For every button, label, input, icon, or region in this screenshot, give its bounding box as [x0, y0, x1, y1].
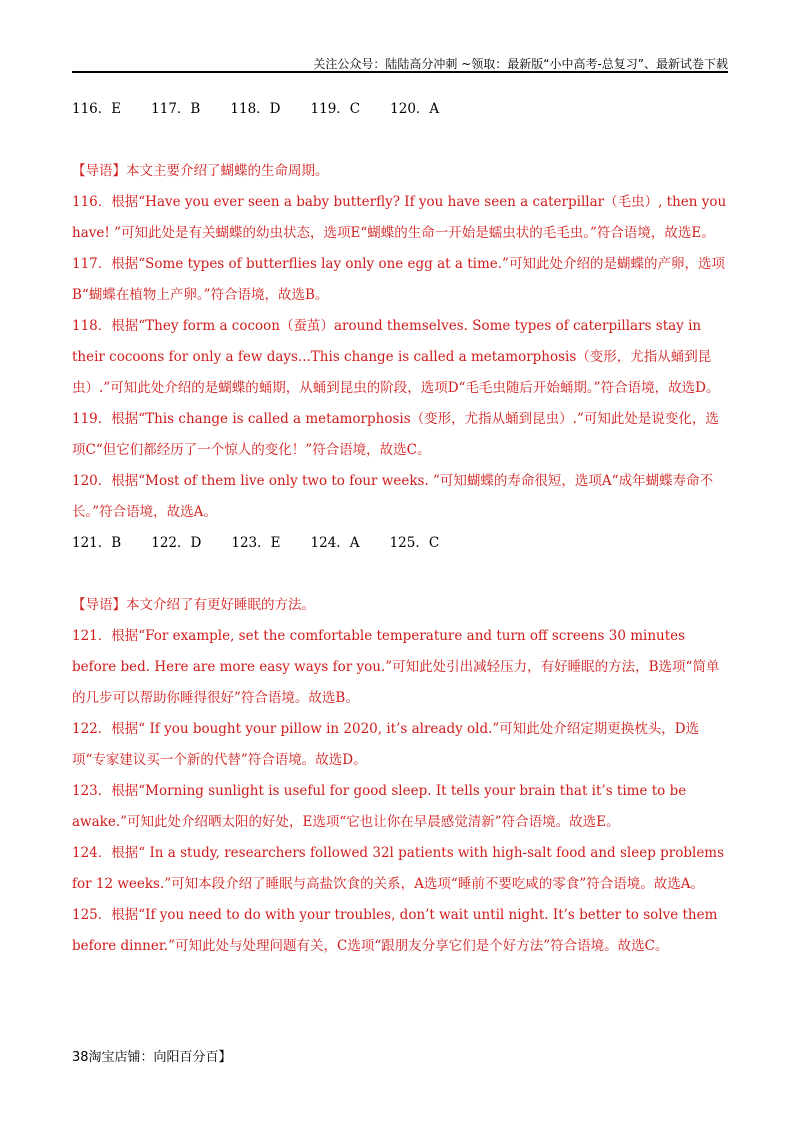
- header-rule: [72, 71, 728, 73]
- explanation-122: 122．根据“ If you bought your pillow in 2020, it’s already old.”可知此处介绍定期更换枕头，D选项“专家建议买一个新的代替”符合语境。故选D。: [72, 721, 700, 768]
- page-footer: 38淘宝店铺：向阳百分百】: [72, 1050, 232, 1065]
- intro-2: 【导语】本文介绍了有更好睡眠的方法。: [72, 597, 315, 613]
- explanation-124: 124．根据“ In a study, researchers followed 32l patients with high-salt food and sleep problems for 12 weeks.”可知本段介绍了睡眠与高盐饮食的关系，A选项“睡前不要吃咸的零食”符合语境。故选A。: [72, 845, 725, 892]
- explanation-125: 125．根据“If you need to do with your troubles, don’t wait until night. It’s better to solve them before dinner.”可知此处与处理问题有关，C选项“跟朋友分享它们是个好方法”符合语境。故选C。: [72, 907, 718, 954]
- page-header: 关注公众号：陆陆高分冲刺 ~领取：最新版“小中高考-总复习”、最新试卷下载: [313, 57, 728, 71]
- page-content: [72, 94, 728, 962]
- spacer: [72, 559, 728, 590]
- explanation-116: 116．根据“Have you ever seen a baby butterfly? If you have seen a caterpillar（毛虫）, then you have! ”可知此处是有关蝴蝶的幼虫状态，选项E“蝴蝶的生命一开始是蠕虫状的毛毛虫。”符合语境，故选E。: [72, 194, 727, 241]
- explanation-118: 118．根据“They form a cocoon（蚕茧）around themselves. Some types of caterpillars stay in their cocoons for only a few days...This change is called a metamorphosis（变形，尤指从蛹到昆虫）.”可知此处介绍的是蝴蝶的蛹期，从蛹到昆虫的阶段，选项D“毛毛虫随后开始蛹期。”符合语境，故选D。: [72, 318, 720, 396]
- intro-1: 【导语】本文主要介绍了蝴蝶的生命周期。: [72, 163, 329, 179]
- answer-key-1: 116．E 117．B 118．D 119．C 120．A: [72, 101, 440, 117]
- explanation-121: 121．根据“For example, set the comfortable temperature and turn off screens 30 minutes before bed. Here are more easy ways for you.”可知此处引出减轻压力，有好睡眠的方法，B选项“简单的几步可以帮助你睡得很好”符合语境。故选B。: [72, 628, 720, 706]
- explanation-120: 120．根据“Most of them live only two to four weeks. ”可知蝴蝶的寿命很短，选项A“成年蝴蝶寿命不长。”符合语境，故选A。: [72, 473, 714, 520]
- answer-key-2: 121．B 122．D 123．E 124．A 125．C: [72, 535, 440, 551]
- spacer: [72, 125, 728, 156]
- explanation-119: 119．根据“This change is called a metamorphosis（变形，尤指从蛹到昆虫）.”可知此处是说变化，选项C“但它们都经历了一个惊人的变化！”符合语境，故选C。: [72, 411, 719, 458]
- explanation-117: 117．根据“Some types of butterflies lay only one egg at a time.”可知此处介绍的是蝴蝶的产卵，选项B“蝴蝶在植物上产卵。”符合语境，故选B。: [72, 256, 725, 303]
- explanation-123: 123．根据“Morning sunlight is useful for good sleep. It tells your brain that it’s time to be awake.”可知此处介绍晒太阳的好处，E选项“它也让你在早晨感觉清新”符合语境。故选E。: [72, 783, 687, 830]
